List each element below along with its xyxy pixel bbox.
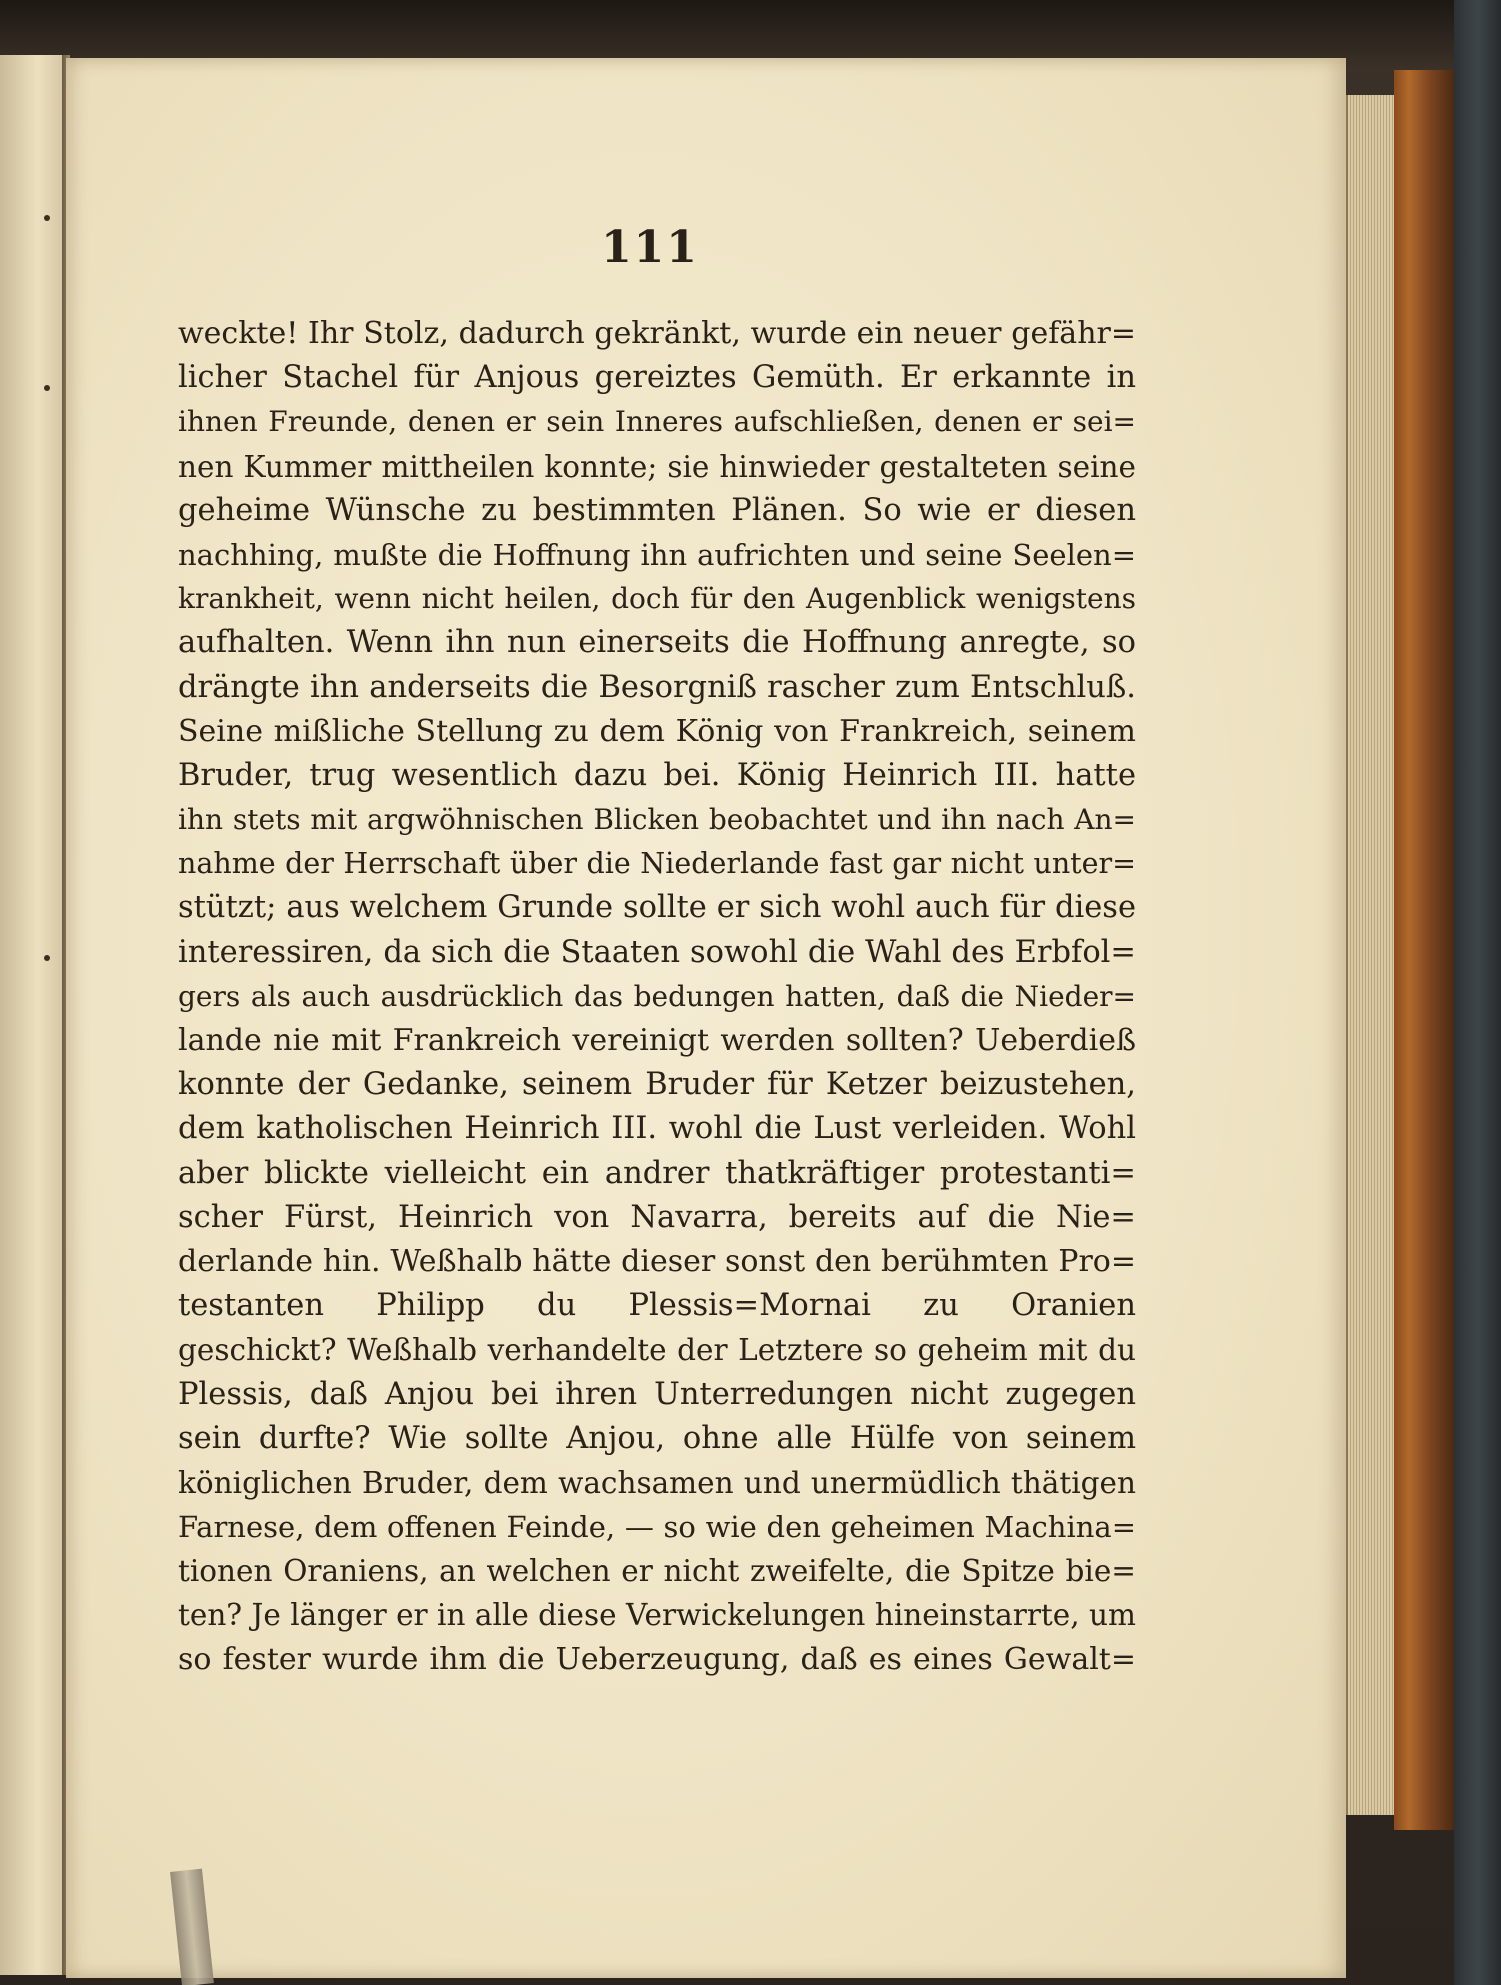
text-line: testanten Philipp du Plessis=Mornai zu Oranien bbox=[178, 1288, 1136, 1324]
text-line: lande nie mit Frankreich vereinigt werden sollten? Ueberdieß bbox=[178, 1023, 1136, 1058]
margin-mark bbox=[44, 385, 50, 391]
text-line: geheime Wünsche zu bestimmten Plänen. So wie er diesen bbox=[178, 492, 1136, 528]
page-number: 111 bbox=[601, 222, 699, 273]
text-line: scher Fürst, Heinrich von Navarra, bereits auf die Nie= bbox=[178, 1199, 1136, 1235]
text-line: ten? Je länger er in alle diese Verwickelungen hineinstarrte, um bbox=[178, 1598, 1136, 1633]
text-line: licher Stachel für Anjous gereiztes Gemüth. Er erkannte in bbox=[178, 360, 1136, 396]
text-line: so fester wurde ihm die Ueberzeugung, daß es eines Gewalt= bbox=[178, 1641, 1136, 1677]
text-line: krankheit, wenn nicht heilen, doch für den Augenblick wenigstens bbox=[178, 582, 1136, 616]
text-line: interessiren, da sich die Staaten sowohl die Wahl des Erbfol= bbox=[178, 934, 1136, 970]
text-line: weckte! Ihr Stolz, dadurch gekränkt, wurde ein neuer gefähr= bbox=[178, 316, 1136, 351]
text-line: ihnen Freunde, denen er sein Inneres aufschließen, denen er sei= bbox=[178, 405, 1136, 439]
text-line: königlichen Bruder, dem wachsamen und unermüdlich thätigen bbox=[178, 1465, 1136, 1500]
text-line: ihn stets mit argwöhnischen Blicken beobachtet und ihn nach An= bbox=[178, 803, 1136, 837]
leather-cover-edge bbox=[1394, 70, 1454, 1830]
text-line: nen Kummer mittheilen konnte; sie hinwieder gestalteten seine bbox=[178, 449, 1136, 484]
text-line: nachhing, mußte die Hoffnung ihn aufrichten und seine Seelen= bbox=[178, 537, 1136, 572]
text-line: derlande hin. Weßhalb hätte dieser sonst den berühmten Pro= bbox=[178, 1243, 1136, 1279]
text-line: gers als auch ausdrücklich das bedungen hatten, daß die Nieder= bbox=[178, 979, 1136, 1013]
previous-page-edge bbox=[0, 55, 64, 1975]
text-line: Seine mißliche Stellung zu dem König von Frankreich, seinem bbox=[178, 713, 1136, 749]
text-line: aufhalten. Wenn ihn nun einerseits die Hoffnung anregte, so bbox=[178, 625, 1136, 661]
text-line: geschickt? Weßhalb verhandelte der Letztere so geheim mit du bbox=[178, 1333, 1136, 1368]
text-line: tionen Oraniens, an welchen er nicht zweifelte, die Spitze bie= bbox=[178, 1554, 1136, 1589]
body-text bbox=[178, 312, 1136, 1682]
cover-board bbox=[1454, 0, 1501, 1985]
page-stack-edge bbox=[1346, 95, 1396, 1815]
text-line: Farnese, dem offenen Feinde, — so wie den geheimen Machina= bbox=[178, 1510, 1136, 1545]
text-line: Plessis, daß Anjou bei ihren Unterredungen nicht zugegen bbox=[178, 1376, 1136, 1412]
margin-mark bbox=[44, 215, 50, 221]
text-line: Bruder, trug wesentlich dazu bei. König Heinrich III. hatte bbox=[178, 757, 1136, 793]
text-line: dem katholischen Heinrich III. wohl die Lust verleiden. Wohl bbox=[178, 1111, 1136, 1147]
text-line: sein durfte? Wie sollte Anjou, ohne alle Hülfe von seinem bbox=[178, 1420, 1136, 1456]
text-line: stützt; aus welchem Grunde sollte er sich wohl auch für diese bbox=[178, 890, 1136, 926]
text-line: konnte der Gedanke, seinem Bruder für Ketzer beizustehen, bbox=[178, 1067, 1136, 1103]
margin-mark bbox=[44, 955, 50, 961]
text-line: drängte ihn anderseits die Besorgniß rascher zum Entschluß. bbox=[178, 669, 1136, 705]
text-line: nahme der Herrschaft über die Niederlande fast gar nicht unter= bbox=[178, 847, 1136, 881]
text-line: aber blickte vielleicht ein andrer thatkräftiger protestanti= bbox=[178, 1155, 1136, 1191]
